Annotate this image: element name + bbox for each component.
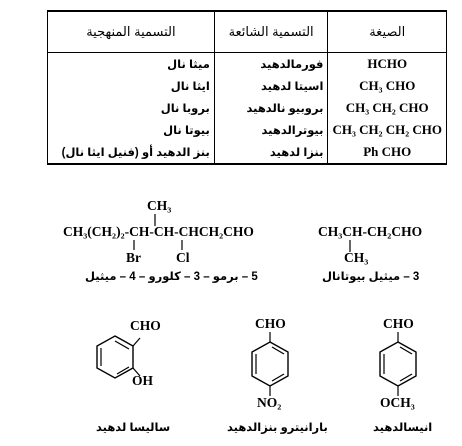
common-name: بنزا لدهيد xyxy=(214,141,328,164)
systematic-name: بروبا نال xyxy=(48,97,215,119)
s1-bromo: Br xyxy=(126,250,141,265)
nitro-benzene-ring xyxy=(240,332,300,404)
nitro-no2: NO₂ xyxy=(257,395,282,410)
formula: CH₃ CH₂ CH₂ CHO xyxy=(328,119,447,141)
common-name: بروبيو نالدهيد xyxy=(214,97,328,119)
header-systematic: التسمية المنهجية xyxy=(48,11,215,53)
systematic-name: بيوتا نال xyxy=(48,119,215,141)
header-common: التسمية الشائعة xyxy=(214,11,328,53)
anis-name: انيسالدهيد xyxy=(373,422,433,434)
table-row xyxy=(48,53,447,76)
s2-main-chain: CH₃CH-CH₂CHO xyxy=(318,224,423,239)
salicyl-oh: OH xyxy=(132,373,154,388)
table-row xyxy=(48,141,447,164)
nitro-cho: CHO xyxy=(255,316,286,331)
aldehyde-names-table xyxy=(47,10,447,165)
systematic-name: ايثا نال xyxy=(48,75,215,97)
s2-name: 3 – ميثيل بيوتانال xyxy=(322,271,420,283)
systematic-name: ميثا نال xyxy=(48,53,215,76)
systematic-name: بنز الدهيد أو (فنيل ايثا نال) xyxy=(48,141,215,164)
nitro-name: بارانيترو بنزالدهيد xyxy=(227,422,328,434)
salicyl-name: ساليسا لدهيد xyxy=(96,422,171,434)
table-row xyxy=(48,119,447,141)
table-row xyxy=(48,75,447,97)
formula: CH₃ CH₂ CHO xyxy=(328,97,447,119)
formula: HCHO xyxy=(328,53,447,76)
formula: Ph CHO xyxy=(328,141,447,164)
salicyl-cho: CHO xyxy=(130,318,161,333)
common-name: اسيتا لدهيد xyxy=(214,75,328,97)
formula: CH₃ CHO xyxy=(328,75,447,97)
anis-och3: OCH₃ xyxy=(380,395,415,410)
common-name: بيوترالدهيد xyxy=(214,119,328,141)
s1-methyl-top: CH₃ xyxy=(147,198,172,213)
s2-methyl: CH₃ xyxy=(344,250,369,265)
s1-chloro: Cl xyxy=(176,250,190,265)
s1-name: 5 – برمو – 3 – كلورو – 4 – ميثيل xyxy=(85,271,258,283)
s1-main-chain: CH₃(CH₂)₂-CH-CH-CHCH₂CHO xyxy=(63,224,254,239)
table-row xyxy=(48,97,447,119)
header-formula: الصيغة xyxy=(328,11,447,53)
anis-cho: CHO xyxy=(383,316,414,331)
anis-benzene-ring xyxy=(368,332,428,404)
common-name: فورمالدهيد xyxy=(214,53,328,76)
